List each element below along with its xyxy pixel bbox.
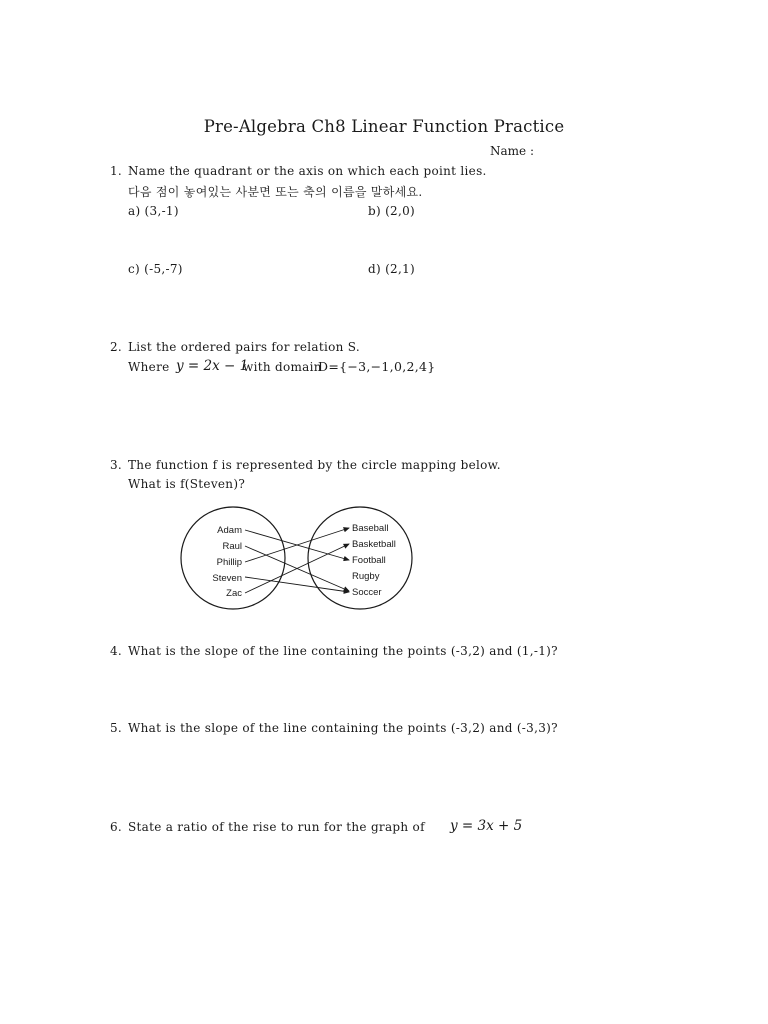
q1-part-c: c) (-5,-7) [128,262,183,276]
page-title: Pre-Algebra Ch8 Linear Function Practice [203,117,565,136]
q1-part-d: d) (2,1) [368,262,416,276]
q1-text: Name the quadrant or the axis on which each point lies. [128,164,487,178]
range-sport-soccer: Soccer [352,587,382,598]
q4-number: 4. [110,644,123,658]
q4-text: What is the slope of the line containing the points (-3,2) and (1,-1)? [128,644,558,658]
q1-part-b: b) (2,0) [368,204,416,218]
circle-mapping-diagram [175,503,430,615]
q2-domain-set: D={−3,−1,0,2,4} [318,359,436,374]
q5-number: 5. [110,721,123,735]
domain-name-adam: Adam [217,525,242,536]
q3-number: 3. [110,458,123,472]
q3-question: What is f(Steven)? [128,477,246,491]
arrow-zac-basketball [245,544,349,593]
q6-equation: y = 3x + 5 [450,818,523,834]
range-sport-football: Football [352,555,386,566]
q2-with-domain: with domain [243,360,322,374]
range-sport-rugby: Rugby [352,571,380,582]
q3-text: The function f is represented by the circle mapping below. [128,458,501,472]
q6-number: 6. [110,820,123,834]
q6-text: State a ratio of the rise to run for the graph of [128,820,425,834]
domain-name-zac: Zac [226,588,242,599]
arrow-phillip-baseball [245,528,349,562]
q2-where: Where [128,360,170,374]
q1-number: 1. [110,164,123,178]
q1-korean-text: 다음 점이 놓여있는 사분면 또는 축의 이름을 말하세요. [128,185,423,199]
q2-text: List the ordered pairs for relation S. [128,340,361,354]
domain-name-steven: Steven [212,573,242,584]
domain-name-phillip: Phillip [216,557,242,568]
domain-name-raul: Raul [222,541,242,552]
q2-equation: y = 2x − 1 [176,358,249,374]
q1-part-a: a) (3,-1) [128,204,179,218]
q2-number: 2. [110,340,123,354]
name-label: Name : [490,144,534,158]
q5-text: What is the slope of the line containing the points (-3,2) and (-3,3)? [128,721,558,735]
range-sport-basketball: Basketball [352,539,396,550]
range-sport-baseball: Baseball [352,523,389,534]
